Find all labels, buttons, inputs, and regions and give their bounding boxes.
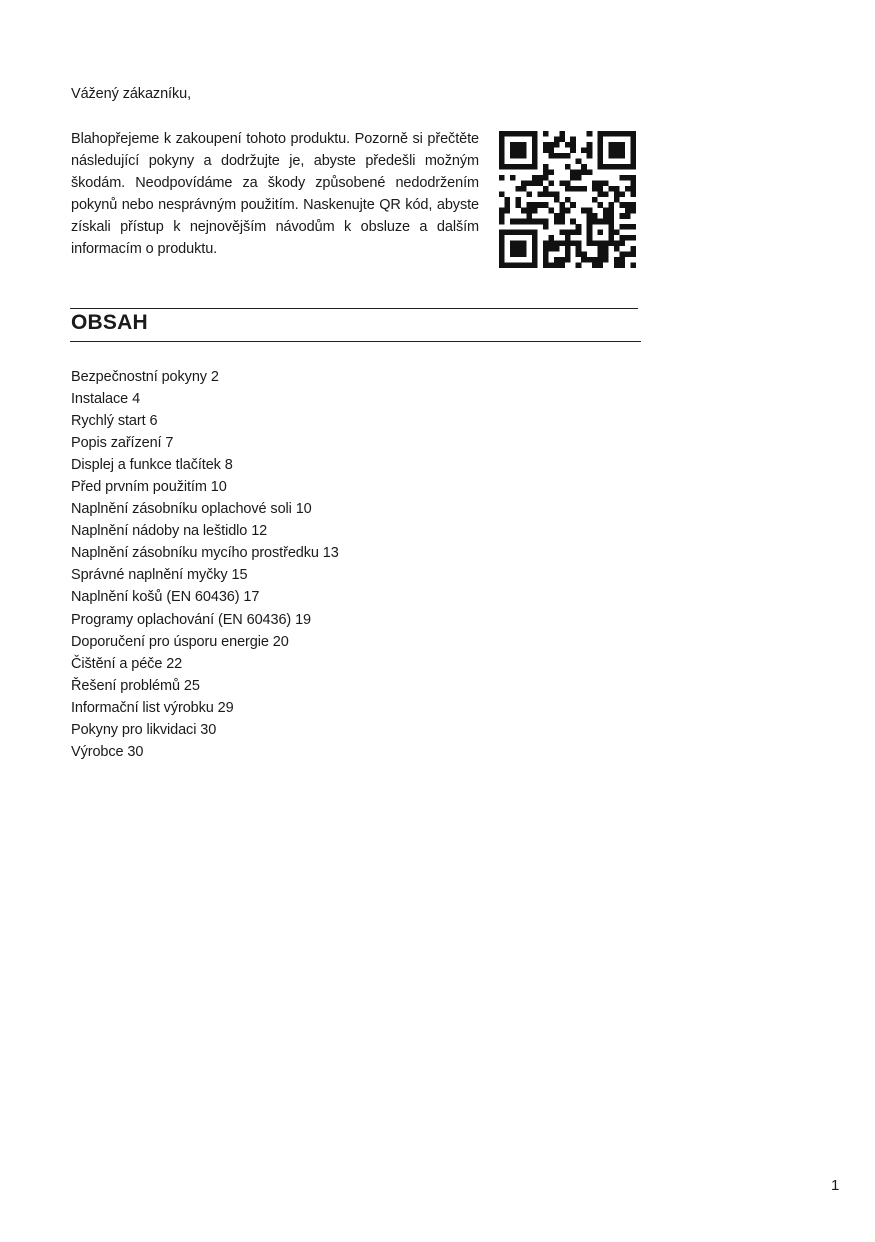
toc-item[interactable]: Pokyny pro likvidaci 30 (71, 721, 217, 738)
toc-item[interactable]: Rychlý start 6 (71, 413, 158, 430)
toc-item[interactable]: Displej a funkce tlačítek 8 (71, 457, 233, 474)
toc-item[interactable]: Instalace 4 (71, 391, 141, 408)
qr-code-icon[interactable] (499, 131, 636, 268)
toc-item[interactable]: Čištění a péče 22 (71, 655, 183, 672)
greeting: Vážený zákazníku, (71, 86, 192, 102)
heading-rule-bottom (70, 341, 641, 342)
toc-title: OBSAH (71, 311, 148, 334)
toc-item[interactable]: Bezpečnostní pokyny 2 (71, 369, 219, 385)
toc-item[interactable]: Popis zařízení 7 (71, 435, 174, 452)
toc-item[interactable]: Výrobce 30 (71, 743, 144, 760)
intro-paragraph: Blahopřejeme k zakoupení tohoto produktu. Pozorně si přečtěte následující pokyny a dodržujte je, abyste předešli možným škodám. Neodpovídáme za škody způsobené nedodržením pokynů nebo nesprávným použitím. Naskenujte QR kód, abyste získali přístup k nejnovějším návodům k obsluze a dalším informacím o produktu. (71, 131, 479, 257)
toc-item[interactable]: Správné naplnění myčky 15 (71, 567, 248, 584)
toc-item[interactable]: Informační list výrobku 29 (71, 699, 234, 716)
page-number: 1 (831, 1177, 840, 1194)
toc-item[interactable]: Naplnění košů (EN 60436) 17 (71, 589, 260, 606)
toc-item[interactable]: Naplnění zásobníku oplachové soli 10 (71, 501, 312, 518)
toc-item[interactable]: Řešení problémů 25 (71, 677, 200, 694)
table-of-contents (71, 366, 339, 763)
toc-item[interactable]: Naplnění nádoby na leštidlo 12 (71, 523, 268, 540)
toc-item[interactable]: Naplnění zásobníku mycího prostředku 13 (71, 545, 339, 562)
heading-rule-top (70, 308, 638, 309)
toc-item[interactable]: Před prvním použitím 10 (71, 479, 227, 496)
toc-item[interactable]: Doporučení pro úsporu energie 20 (71, 633, 289, 650)
toc-item[interactable]: Programy oplachování (EN 60436) 19 (71, 611, 312, 628)
